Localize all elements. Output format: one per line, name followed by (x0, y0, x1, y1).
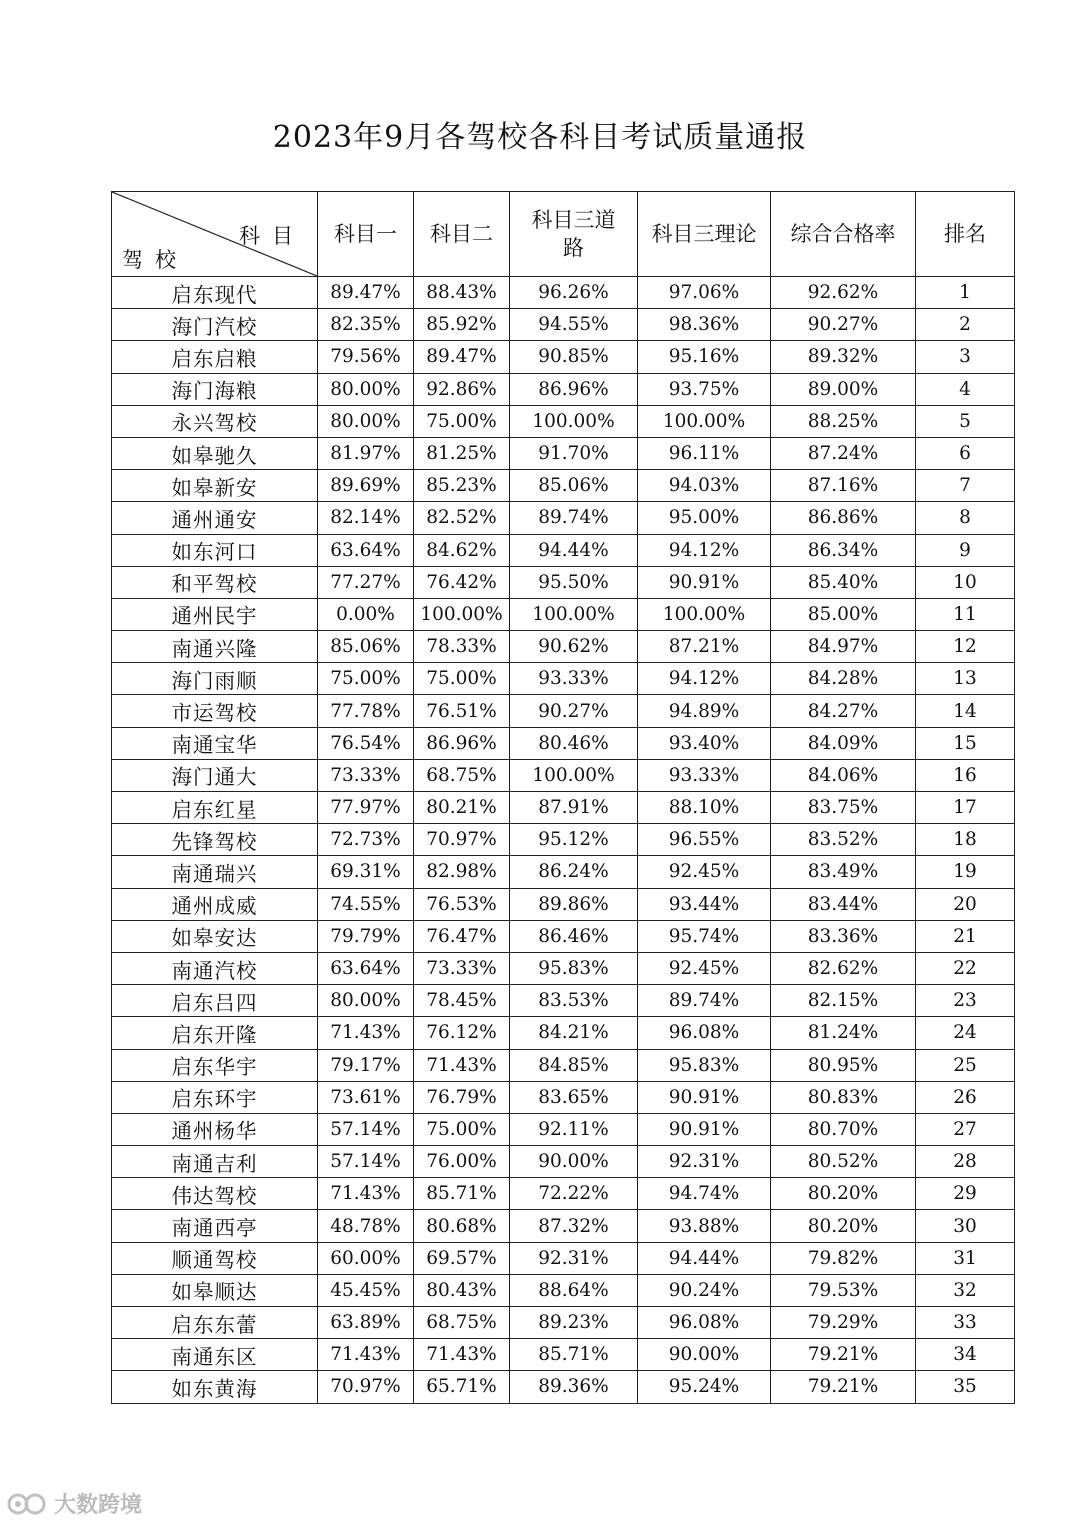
subject-2-rate: 70.97% (414, 824, 510, 856)
subject-3-theory-rate: 90.24% (638, 1274, 771, 1306)
header-subject-3-road (510, 192, 638, 277)
subject-2-rate: 76.42% (414, 566, 510, 598)
table-row (112, 888, 1015, 920)
school-name: 南通西亭 (112, 1210, 318, 1242)
table-row (112, 920, 1015, 952)
header-subject-3-road-label: 科目三道路 (531, 208, 616, 260)
subject-3-road-rate: 90.27% (510, 695, 638, 727)
table-row (112, 470, 1015, 502)
subject-2-rate: 75.00% (414, 405, 510, 437)
table-row (112, 1371, 1015, 1403)
table-row (112, 598, 1015, 630)
overall-pass-rate: 81.24% (771, 1017, 916, 1049)
subject-2-rate: 85.92% (414, 309, 510, 341)
subject-3-theory-rate: 92.31% (638, 1146, 771, 1178)
table-row (112, 824, 1015, 856)
subject-3-theory-rate: 93.40% (638, 727, 771, 759)
rank: 21 (916, 920, 1015, 952)
table-row (112, 952, 1015, 984)
subject-1-rate: 63.64% (318, 534, 414, 566)
subject-3-road-rate: 86.46% (510, 920, 638, 952)
subject-1-rate: 82.14% (318, 502, 414, 534)
subject-3-road-rate: 83.53% (510, 985, 638, 1017)
subject-1-rate: 77.78% (318, 695, 414, 727)
subject-2-rate: 100.00% (414, 598, 510, 630)
table-row (112, 373, 1015, 405)
subject-3-road-rate: 100.00% (510, 759, 638, 791)
overall-pass-rate: 84.97% (771, 631, 916, 663)
school-name: 南通瑞兴 (112, 856, 318, 888)
school-name: 启东吕四 (112, 985, 318, 1017)
subject-3-theory-rate: 97.06% (638, 277, 771, 309)
subject-1-rate: 77.27% (318, 566, 414, 598)
overall-pass-rate: 84.06% (771, 759, 916, 791)
subject-2-rate: 82.98% (414, 856, 510, 888)
table-row (112, 1210, 1015, 1242)
subject-3-theory-rate: 95.16% (638, 341, 771, 373)
page-title: 2023年9月各驾校各科目考试质量通报 (272, 120, 808, 155)
subject-3-theory-rate: 90.91% (638, 1081, 771, 1113)
rank: 16 (916, 759, 1015, 791)
school-name: 和平驾校 (112, 566, 318, 598)
subject-1-rate: 63.64% (318, 952, 414, 984)
subject-1-rate: 79.56% (318, 341, 414, 373)
subject-3-theory-rate: 95.24% (638, 1371, 771, 1403)
subject-3-road-rate: 84.21% (510, 1017, 638, 1049)
overall-pass-rate: 83.75% (771, 792, 916, 824)
subject-3-theory-rate: 93.44% (638, 888, 771, 920)
table-row (112, 1081, 1015, 1113)
table-row (112, 1049, 1015, 1081)
school-name: 启东环宇 (112, 1081, 318, 1113)
subject-3-theory-rate: 94.44% (638, 1242, 771, 1274)
table-row (112, 727, 1015, 759)
table-row (112, 1242, 1015, 1274)
table-row (112, 1274, 1015, 1306)
subject-3-road-rate: 100.00% (510, 598, 638, 630)
school-name: 通州通安 (112, 502, 318, 534)
overall-pass-rate: 79.53% (771, 1274, 916, 1306)
table-row (112, 1017, 1015, 1049)
rank: 31 (916, 1242, 1015, 1274)
subject-3-road-rate: 84.85% (510, 1049, 638, 1081)
subject-3-theory-rate: 93.75% (638, 373, 771, 405)
subject-3-theory-rate: 92.45% (638, 952, 771, 984)
subject-3-road-rate: 87.91% (510, 792, 638, 824)
table-row (112, 631, 1015, 663)
school-name: 启东启粮 (112, 341, 318, 373)
subject-3-theory-rate: 100.00% (638, 598, 771, 630)
subject-3-road-rate: 95.12% (510, 824, 638, 856)
overall-pass-rate: 90.27% (771, 309, 916, 341)
subject-3-theory-rate: 90.00% (638, 1339, 771, 1371)
overall-pass-rate: 84.09% (771, 727, 916, 759)
subject-2-rate: 76.53% (414, 888, 510, 920)
subject-2-rate: 78.45% (414, 985, 510, 1017)
subject-1-rate: 71.43% (318, 1339, 414, 1371)
overall-pass-rate: 80.20% (771, 1210, 916, 1242)
subject-2-rate: 76.47% (414, 920, 510, 952)
overall-pass-rate: 87.16% (771, 470, 916, 502)
subject-1-rate: 75.00% (318, 663, 414, 695)
rank: 14 (916, 695, 1015, 727)
subject-1-rate: 81.97% (318, 437, 414, 469)
subject-3-theory-rate: 90.91% (638, 1113, 771, 1145)
subject-3-road-rate: 92.31% (510, 1242, 638, 1274)
rank: 7 (916, 470, 1015, 502)
subject-3-theory-rate: 96.55% (638, 824, 771, 856)
header-subject-label: 科目 (239, 224, 305, 248)
subject-3-road-rate: 85.06% (510, 470, 638, 502)
table-row (112, 1178, 1015, 1210)
subject-2-rate: 75.00% (414, 1113, 510, 1145)
subject-3-road-rate: 87.32% (510, 1210, 638, 1242)
subject-2-rate: 85.23% (414, 470, 510, 502)
subject-2-rate: 73.33% (414, 952, 510, 984)
rank: 35 (916, 1371, 1015, 1403)
subject-3-theory-rate: 94.03% (638, 470, 771, 502)
overall-pass-rate: 82.62% (771, 952, 916, 984)
table-header-row (112, 192, 1015, 277)
subject-3-road-rate: 89.74% (510, 502, 638, 534)
subject-1-rate: 76.54% (318, 727, 414, 759)
subject-2-rate: 78.33% (414, 631, 510, 663)
rank: 3 (916, 341, 1015, 373)
rank: 29 (916, 1178, 1015, 1210)
table-row (112, 792, 1015, 824)
subject-3-road-rate: 72.22% (510, 1178, 638, 1210)
table-row (112, 1146, 1015, 1178)
subject-3-road-rate: 93.33% (510, 663, 638, 695)
overall-pass-rate: 85.40% (771, 566, 916, 598)
overall-pass-rate: 87.24% (771, 437, 916, 469)
watermark-text: 大数跨境 (54, 1493, 143, 1518)
school-name: 通州杨华 (112, 1113, 318, 1145)
overall-pass-rate: 79.21% (771, 1339, 916, 1371)
subject-2-rate: 68.75% (414, 1307, 510, 1339)
subject-1-rate: 82.35% (318, 309, 414, 341)
subject-2-rate: 65.71% (414, 1371, 510, 1403)
subject-1-rate: 57.14% (318, 1113, 414, 1145)
subject-3-theory-rate: 93.88% (638, 1210, 771, 1242)
subject-3-theory-rate: 88.10% (638, 792, 771, 824)
subject-2-rate: 88.43% (414, 277, 510, 309)
subject-3-road-rate: 88.64% (510, 1274, 638, 1306)
school-name: 海门通大 (112, 759, 318, 791)
subject-2-rate: 80.21% (414, 792, 510, 824)
subject-3-theory-rate: 94.12% (638, 534, 771, 566)
rank: 6 (916, 437, 1015, 469)
overall-pass-rate: 85.00% (771, 598, 916, 630)
subject-1-rate: 89.47% (318, 277, 414, 309)
rank: 18 (916, 824, 1015, 856)
exam-quality-table (111, 191, 1015, 1404)
rank: 2 (916, 309, 1015, 341)
table-row (112, 695, 1015, 727)
header-corner-cell (112, 192, 318, 277)
school-name: 如皋顺达 (112, 1274, 318, 1306)
header-subject-2: 科目二 (414, 192, 510, 277)
table-row (112, 309, 1015, 341)
subject-1-rate: 57.14% (318, 1146, 414, 1178)
subject-2-rate: 80.68% (414, 1210, 510, 1242)
subject-3-road-rate: 90.62% (510, 631, 638, 663)
rank: 17 (916, 792, 1015, 824)
rank: 30 (916, 1210, 1015, 1242)
rank: 9 (916, 534, 1015, 566)
subject-3-road-rate: 91.70% (510, 437, 638, 469)
subject-2-rate: 85.71% (414, 1178, 510, 1210)
rank: 12 (916, 631, 1015, 663)
subject-3-theory-rate: 100.00% (638, 405, 771, 437)
subject-1-rate: 80.00% (318, 985, 414, 1017)
subject-2-rate: 76.12% (414, 1017, 510, 1049)
subject-3-road-rate: 90.85% (510, 341, 638, 373)
school-name: 南通宝华 (112, 727, 318, 759)
subject-3-theory-rate: 94.89% (638, 695, 771, 727)
subject-1-rate: 60.00% (318, 1242, 414, 1274)
overall-pass-rate: 88.25% (771, 405, 916, 437)
school-name: 海门汽校 (112, 309, 318, 341)
subject-3-theory-rate: 94.12% (638, 663, 771, 695)
rank: 10 (916, 566, 1015, 598)
school-name: 启东现代 (112, 277, 318, 309)
subject-3-road-rate: 86.24% (510, 856, 638, 888)
subject-3-road-rate: 95.50% (510, 566, 638, 598)
rank: 22 (916, 952, 1015, 984)
table-row (112, 277, 1015, 309)
subject-1-rate: 0.00% (318, 598, 414, 630)
table-row (112, 341, 1015, 373)
subject-2-rate: 71.43% (414, 1049, 510, 1081)
header-subject-1: 科目一 (318, 192, 414, 277)
subject-3-theory-rate: 95.74% (638, 920, 771, 952)
table-row (112, 1307, 1015, 1339)
school-name: 启东开隆 (112, 1017, 318, 1049)
overall-pass-rate: 79.21% (771, 1371, 916, 1403)
subject-3-road-rate: 80.46% (510, 727, 638, 759)
overall-pass-rate: 80.70% (771, 1113, 916, 1145)
rank: 27 (916, 1113, 1015, 1145)
rank: 32 (916, 1274, 1015, 1306)
subject-2-rate: 89.47% (414, 341, 510, 373)
rank: 20 (916, 888, 1015, 920)
school-name: 顺通驾校 (112, 1242, 318, 1274)
table-row (112, 856, 1015, 888)
table-row (112, 663, 1015, 695)
school-name: 海门雨顺 (112, 663, 318, 695)
subject-3-theory-rate: 96.08% (638, 1017, 771, 1049)
subject-2-rate: 80.43% (414, 1274, 510, 1306)
school-name: 南通吉利 (112, 1146, 318, 1178)
table-row (112, 502, 1015, 534)
subject-3-road-rate: 83.65% (510, 1081, 638, 1113)
rank: 34 (916, 1339, 1015, 1371)
subject-2-rate: 76.79% (414, 1081, 510, 1113)
subject-3-road-rate: 95.83% (510, 952, 638, 984)
school-name: 海门海粮 (112, 373, 318, 405)
header-overall-pass-rate: 综合合格率 (771, 192, 916, 277)
subject-1-rate: 69.31% (318, 856, 414, 888)
school-name: 启东东蕾 (112, 1307, 318, 1339)
subject-3-theory-rate: 98.36% (638, 309, 771, 341)
table-row (112, 405, 1015, 437)
school-name: 伟达驾校 (112, 1178, 318, 1210)
overall-pass-rate: 83.36% (771, 920, 916, 952)
subject-1-rate: 45.45% (318, 1274, 414, 1306)
overall-pass-rate: 83.44% (771, 888, 916, 920)
subject-1-rate: 74.55% (318, 888, 414, 920)
school-name: 通州成威 (112, 888, 318, 920)
subject-1-rate: 85.06% (318, 631, 414, 663)
subject-1-rate: 79.79% (318, 920, 414, 952)
table-row (112, 759, 1015, 791)
table-body (112, 277, 1015, 1404)
school-name: 如皋驰久 (112, 437, 318, 469)
overall-pass-rate: 83.52% (771, 824, 916, 856)
header-school-label: 驾校 (122, 248, 188, 272)
school-name: 南通兴隆 (112, 631, 318, 663)
watermark (6, 1488, 142, 1519)
subject-3-road-rate: 100.00% (510, 405, 638, 437)
overall-pass-rate: 80.95% (771, 1049, 916, 1081)
subject-2-rate: 92.86% (414, 373, 510, 405)
school-name: 如东河口 (112, 534, 318, 566)
school-name: 南通汽校 (112, 952, 318, 984)
subject-3-theory-rate: 96.11% (638, 437, 771, 469)
subject-3-theory-rate: 96.08% (638, 1307, 771, 1339)
rank: 25 (916, 1049, 1015, 1081)
table-row (112, 1339, 1015, 1371)
rank: 1 (916, 277, 1015, 309)
overall-pass-rate: 89.00% (771, 373, 916, 405)
school-name: 启东华宇 (112, 1049, 318, 1081)
subject-1-rate: 80.00% (318, 405, 414, 437)
rank: 28 (916, 1146, 1015, 1178)
overall-pass-rate: 83.49% (771, 856, 916, 888)
subject-1-rate: 63.89% (318, 1307, 414, 1339)
subject-3-road-rate: 94.44% (510, 534, 638, 566)
subject-3-road-rate: 94.55% (510, 309, 638, 341)
rank: 24 (916, 1017, 1015, 1049)
rank: 19 (916, 856, 1015, 888)
header-rank: 排名 (916, 192, 1015, 277)
overall-pass-rate: 80.83% (771, 1081, 916, 1113)
subject-3-road-rate: 92.11% (510, 1113, 638, 1145)
rank: 5 (916, 405, 1015, 437)
subject-3-road-rate: 96.26% (510, 277, 638, 309)
subject-2-rate: 76.51% (414, 695, 510, 727)
overall-pass-rate: 92.62% (771, 277, 916, 309)
subject-3-theory-rate: 90.91% (638, 566, 771, 598)
subject-3-theory-rate: 94.74% (638, 1178, 771, 1210)
subject-3-theory-rate: 92.45% (638, 856, 771, 888)
rank: 15 (916, 727, 1015, 759)
school-name: 如东黄海 (112, 1371, 318, 1403)
school-name: 启东红星 (112, 792, 318, 824)
subject-1-rate: 70.97% (318, 1371, 414, 1403)
overall-pass-rate: 80.20% (771, 1178, 916, 1210)
subject-3-theory-rate: 87.21% (638, 631, 771, 663)
subject-2-rate: 86.96% (414, 727, 510, 759)
subject-2-rate: 71.43% (414, 1339, 510, 1371)
subject-1-rate: 48.78% (318, 1210, 414, 1242)
subject-3-road-rate: 90.00% (510, 1146, 638, 1178)
subject-2-rate: 69.57% (414, 1242, 510, 1274)
subject-3-road-rate: 86.96% (510, 373, 638, 405)
rank: 26 (916, 1081, 1015, 1113)
table-row (112, 985, 1015, 1017)
subject-1-rate: 71.43% (318, 1178, 414, 1210)
subject-1-rate: 77.97% (318, 792, 414, 824)
overall-pass-rate: 80.52% (771, 1146, 916, 1178)
overall-pass-rate: 89.32% (771, 341, 916, 373)
school-name: 南通东区 (112, 1339, 318, 1371)
overall-pass-rate: 79.29% (771, 1307, 916, 1339)
subject-3-theory-rate: 93.33% (638, 759, 771, 791)
subject-1-rate: 80.00% (318, 373, 414, 405)
school-name: 如皋安达 (112, 920, 318, 952)
overall-pass-rate: 86.86% (771, 502, 916, 534)
subject-1-rate: 71.43% (318, 1017, 414, 1049)
overall-pass-rate: 84.28% (771, 663, 916, 695)
subject-3-theory-rate: 95.83% (638, 1049, 771, 1081)
rank: 8 (916, 502, 1015, 534)
school-name: 市运驾校 (112, 695, 318, 727)
watermark-logo-icon (6, 1491, 50, 1517)
school-name: 永兴驾校 (112, 405, 318, 437)
subject-1-rate: 89.69% (318, 470, 414, 502)
rank: 11 (916, 598, 1015, 630)
subject-2-rate: 68.75% (414, 759, 510, 791)
subject-1-rate: 73.33% (318, 759, 414, 791)
rank: 33 (916, 1307, 1015, 1339)
subject-1-rate: 79.17% (318, 1049, 414, 1081)
subject-3-theory-rate: 89.74% (638, 985, 771, 1017)
table-row (112, 1113, 1015, 1145)
subject-1-rate: 72.73% (318, 824, 414, 856)
subject-2-rate: 81.25% (414, 437, 510, 469)
subject-3-road-rate: 89.86% (510, 888, 638, 920)
table-row (112, 534, 1015, 566)
rank: 23 (916, 985, 1015, 1017)
rank: 13 (916, 663, 1015, 695)
header-subject-3-theory: 科目三理论 (638, 192, 771, 277)
rank: 4 (916, 373, 1015, 405)
subject-3-road-rate: 89.23% (510, 1307, 638, 1339)
subject-1-rate: 73.61% (318, 1081, 414, 1113)
school-name: 通州民宇 (112, 598, 318, 630)
overall-pass-rate: 84.27% (771, 695, 916, 727)
subject-2-rate: 76.00% (414, 1146, 510, 1178)
subject-3-road-rate: 89.36% (510, 1371, 638, 1403)
subject-2-rate: 84.62% (414, 534, 510, 566)
table-row (112, 437, 1015, 469)
subject-3-theory-rate: 95.00% (638, 502, 771, 534)
overall-pass-rate: 82.15% (771, 985, 916, 1017)
table-row (112, 566, 1015, 598)
subject-2-rate: 82.52% (414, 502, 510, 534)
school-name: 先锋驾校 (112, 824, 318, 856)
overall-pass-rate: 79.82% (771, 1242, 916, 1274)
overall-pass-rate: 86.34% (771, 534, 916, 566)
subject-3-road-rate: 85.71% (510, 1339, 638, 1371)
subject-2-rate: 75.00% (414, 663, 510, 695)
school-name: 如皋新安 (112, 470, 318, 502)
